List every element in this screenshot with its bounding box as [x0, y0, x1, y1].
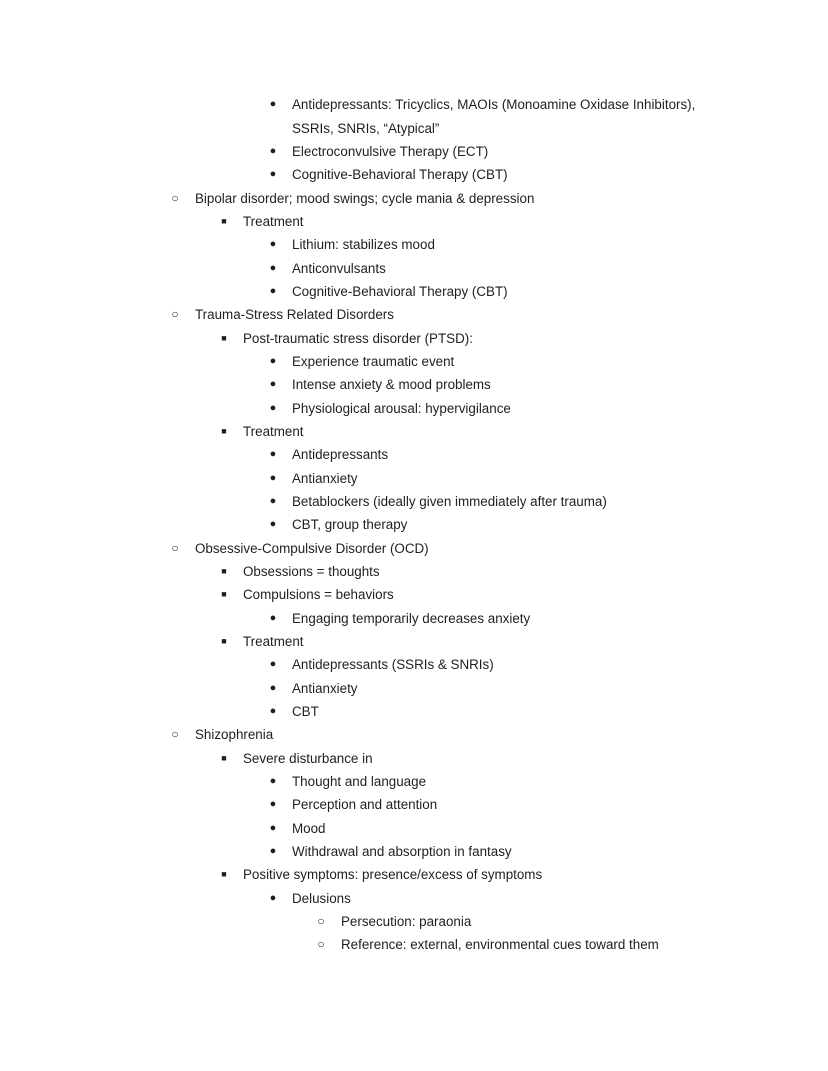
list-item-text: Delusions — [292, 891, 351, 906]
square-bullet-icon: ■ — [221, 589, 227, 599]
hollow-circle-bullet-icon: ○ — [317, 937, 325, 951]
list-item — [0, 467, 828, 490]
filled-circle-bullet-icon: ● — [269, 612, 277, 624]
list-item — [0, 513, 828, 536]
list-item-text: Post-traumatic stress disorder (PTSD): — [243, 331, 473, 346]
filled-circle-bullet-icon: ● — [269, 495, 277, 507]
filled-circle-bullet-icon: ● — [269, 145, 277, 157]
list-item-text: Experience traumatic event — [292, 354, 455, 369]
list-item — [0, 93, 828, 116]
list-item — [0, 210, 828, 233]
filled-circle-bullet-icon: ● — [269, 98, 277, 110]
square-bullet-icon: ■ — [221, 566, 227, 576]
list-item — [0, 910, 828, 933]
list-item-text: CBT, group therapy — [292, 517, 408, 532]
list-item — [0, 863, 828, 886]
square-bullet-icon: ■ — [221, 216, 227, 226]
list-item-text: Positive symptoms: presence/excess of symptoms — [243, 867, 543, 882]
filled-circle-bullet-icon: ● — [269, 285, 277, 297]
filled-circle-bullet-icon: ● — [269, 518, 277, 530]
list-item-text: Treatment — [243, 634, 304, 649]
square-bullet-icon: ■ — [221, 333, 227, 343]
list-item — [0, 560, 828, 583]
list-item — [0, 583, 828, 606]
filled-circle-bullet-icon: ● — [269, 472, 277, 484]
list-item-text: Trauma-Stress Related Disorders — [195, 307, 394, 322]
list-item — [0, 747, 828, 770]
filled-circle-bullet-icon: ● — [269, 262, 277, 274]
list-item — [0, 163, 828, 186]
list-item-text: Reference: external, environmental cues toward them — [341, 937, 659, 952]
filled-circle-bullet-icon: ● — [269, 775, 277, 787]
square-bullet-icon: ■ — [221, 869, 227, 879]
list-item-text: Antianxiety — [292, 471, 358, 486]
list-item-text: Severe disturbance in — [243, 751, 373, 766]
filled-circle-bullet-icon: ● — [269, 705, 277, 717]
list-item-text: SSRIs, SNRIs, “Atypical” — [292, 121, 440, 136]
list-item-text: Betablockers (ideally given immediately after trauma) — [292, 494, 607, 509]
list-item-text: Antidepressants: Tricyclics, MAOIs (Monoamine Oxidase Inhibitors), — [292, 97, 696, 112]
filled-circle-bullet-icon: ● — [269, 658, 277, 670]
filled-circle-bullet-icon: ● — [269, 892, 277, 904]
filled-circle-bullet-icon: ● — [269, 402, 277, 414]
square-bullet-icon: ■ — [221, 426, 227, 436]
hollow-circle-bullet-icon: ○ — [317, 914, 325, 928]
list-item — [0, 187, 828, 210]
list-item — [0, 653, 828, 676]
list-item-text: Obsessive-Compulsive Disorder (OCD) — [195, 541, 429, 556]
list-item — [0, 350, 828, 373]
filled-circle-bullet-icon: ● — [269, 378, 277, 390]
filled-circle-bullet-icon: ● — [269, 168, 277, 180]
list-item — [0, 373, 828, 396]
list-item — [0, 723, 828, 746]
list-item — [0, 327, 828, 350]
hollow-circle-bullet-icon: ○ — [171, 727, 179, 741]
list-item — [0, 677, 828, 700]
list-item — [0, 840, 828, 863]
list-item-text: Engaging temporarily decreases anxiety — [292, 611, 531, 626]
list-item-text: Thought and language — [292, 774, 427, 789]
list-item — [0, 443, 828, 466]
list-item-continuation — [0, 117, 828, 140]
list-item-text: CBT — [292, 704, 319, 719]
list-item-text: Physiological arousal: hypervigilance — [292, 401, 511, 416]
list-item — [0, 537, 828, 560]
list-item-text: Obsessions = thoughts — [243, 564, 380, 579]
list-item — [0, 607, 828, 630]
list-item — [0, 140, 828, 163]
list-item — [0, 303, 828, 326]
list-item — [0, 280, 828, 303]
list-item — [0, 397, 828, 420]
list-item — [0, 933, 828, 956]
list-item — [0, 420, 828, 443]
list-item-text: Electroconvulsive Therapy (ECT) — [292, 144, 489, 159]
list-item-text: Intense anxiety & mood problems — [292, 377, 491, 392]
filled-circle-bullet-icon: ● — [269, 355, 277, 367]
square-bullet-icon: ■ — [221, 636, 227, 646]
hollow-circle-bullet-icon: ○ — [171, 191, 179, 205]
list-item-text: Antianxiety — [292, 681, 358, 696]
list-item-text: Bipolar disorder; mood swings; cycle mania & depression — [195, 191, 535, 206]
filled-circle-bullet-icon: ● — [269, 798, 277, 810]
list-item — [0, 233, 828, 256]
list-item — [0, 887, 828, 910]
list-item — [0, 700, 828, 723]
list-item — [0, 770, 828, 793]
list-item — [0, 630, 828, 653]
filled-circle-bullet-icon: ● — [269, 682, 277, 694]
list-item-text: Perception and attention — [292, 797, 438, 812]
filled-circle-bullet-icon: ● — [269, 845, 277, 857]
list-item-text: Shizophrenia — [195, 727, 274, 742]
filled-circle-bullet-icon: ● — [269, 822, 277, 834]
list-item — [0, 817, 828, 840]
list-item-text: Mood — [292, 821, 326, 836]
hollow-circle-bullet-icon: ○ — [171, 541, 179, 555]
list-item — [0, 257, 828, 280]
list-item-text: Lithium: stabilizes mood — [292, 237, 435, 252]
list-item — [0, 490, 828, 513]
filled-circle-bullet-icon: ● — [269, 238, 277, 250]
list-item-text: Withdrawal and absorption in fantasy — [292, 844, 512, 859]
list-item-text: Anticonvulsants — [292, 261, 386, 276]
list-item-text: Antidepressants (SSRIs & SNRIs) — [292, 657, 494, 672]
list-item-text: Treatment — [243, 214, 304, 229]
list-item-text: Treatment — [243, 424, 304, 439]
hollow-circle-bullet-icon: ○ — [171, 307, 179, 321]
list-item-text: Antidepressants — [292, 447, 389, 462]
list-item — [0, 793, 828, 816]
list-item-text: Cognitive-Behavioral Therapy (CBT) — [292, 167, 508, 182]
list-item-text: Persecution: paraonia — [341, 914, 472, 929]
filled-circle-bullet-icon: ● — [269, 448, 277, 460]
list-item-text: Cognitive-Behavioral Therapy (CBT) — [292, 284, 508, 299]
list-item-text: Compulsions = behaviors — [243, 587, 394, 602]
square-bullet-icon: ■ — [221, 753, 227, 763]
